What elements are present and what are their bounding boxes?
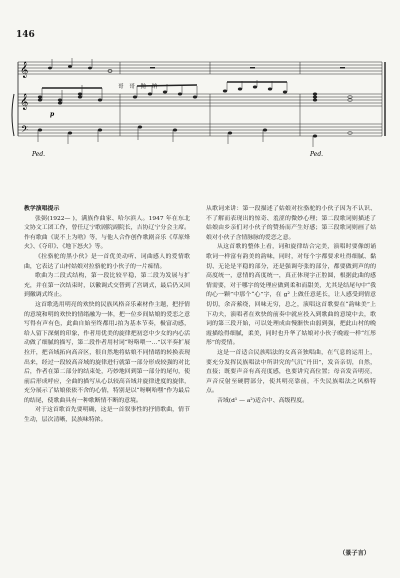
svg-text:Ped.: Ped. <box>32 151 46 158</box>
treble-clef-icon: 𝄞 <box>20 62 29 78</box>
bass-clef-icon: 𝄢 <box>21 124 29 137</box>
staff-piano-treble <box>18 94 382 106</box>
score-lyric: 哥 哥 抛 纳 <box>118 84 160 90</box>
staff-vocal <box>18 62 382 74</box>
music-score <box>10 58 392 164</box>
paragraph-range: 音域(d¹ — a²)适合中、高级程度。 <box>217 397 309 404</box>
author-signature: （景子言） <box>339 550 370 557</box>
treble-clef-icon: 𝄞 <box>20 94 29 110</box>
paragraph-performance: 从这首歌的整体上看，词和旋律结合完美，演唱时要像朗诵歌词一样富有韵美的韵味，同时，对每个字都要求吐得细腻、黏切、无论是平稳的部分，还是强调夸张的部分，都要做到声的的高度统一，意情的高度统一，真正体现字正腔圆，根据此曲的感情需要，对于哪字的处理应做到柔和而甜美，尤其是结尾句中“我的心一颗”中那个“心”字，在 g² 上做任意延长，让人感受到情意切切，余音萦绕，回味无穷，总之，演唱这首歌要在“韵味美”上下功夫，演唱者在欢快的前奏中就应投入到歌曲的意境中去，歌词的第三段开始，可以处理成由慢渐快由弱到强，把此山村的晚霞描绘得细腻，柔美，同时也升华了姑娘对小伙子晚霞一样“红彤彤”的爱情。 <box>206 244 376 347</box>
paragraph-analysis: 这首歌选用明亮的欢快的民族风格音乐素材作主题，把抒情的意境和明的欢快的情绪融为一体，把一位乡间姑娘的爱恋之意写得有声有色，此曲自始至终都用♩拍为基本节奏，极富动感，给人留下深刻的印象，作者用优美的旋律把初恋中少女的内心活动做了细腻的描写，第二段作者用衬词“呀咯喂一…”以平奏扩展拉开，把音域拓向高音区，很自然地将姑娘不同情绪的转换表现出来，经过一段较高音域的旋律进行就第一部分形成较强的对比后，作者在第二部分的结束处，巧妙地回到第一部分的尾句，使前后形成呼应，全曲的描写从心以较高音域并旋律进度的旋律，充分展示了姑娘依依不舍的心情，特别是以“呀啊哈嘿”作为最后的结尾，使歌曲具有一种歌断情不断的意境。 <box>24 301 190 404</box>
paragraph-composer: 张弼(1922— )，满族作曲家、哈尔滨人。1947 年在东北文协文工团工作，曾任辽宁歌剧院副院长，吉协辽宁分会主席。作有歌曲《说不上为啥》等，与他人合作创作歌剧音乐《草原烽火》、《夺印》、《地下怒火》等。 <box>24 215 190 251</box>
section-heading: 教学演唱提示 <box>24 206 60 212</box>
svg-text:Ped.: Ped. <box>310 151 324 158</box>
paragraph-intro: 《拉骆驼的黑小伙》是一首优美动听、词曲感人的爱情歌曲，它表达了山村姑娘对拉骆驼的小伙子的一片痴情。 <box>24 253 190 270</box>
svg-text:p: p <box>50 111 55 118</box>
right-column <box>206 205 376 406</box>
left-column <box>24 205 190 426</box>
paragraph-structure: 歌曲为二段式结构，第一段比较平稳，第二段为发展与扩充，并在第一次结束时，以徽调式交替到了宫调式，最后仍又回到徽调式终止。 <box>24 273 190 299</box>
staff-piano-bass <box>18 124 382 136</box>
paragraph-vocal-technique: 这是一首适合民族唱法的女高音独唱曲，在气息的运用上，要充分发挥民族唱法中所讲究的气沉“丹田”，发音亲切，自然，直接；既要声音有高亮度感，也要讲究高位置；母音发音明亮，声音反射至硬腭部分，使其明亮靠前，不失民族唱法之风格特点。 <box>206 349 376 395</box>
paragraph-narrative: 对于这首歌首先要明确，这是一首叙事性的抒情歌曲，情节生动，层次清晰，民族味特浓。 <box>24 407 190 424</box>
page-number: 146 <box>16 30 35 40</box>
paragraph-lyrics: 从歌词来讲：第一段描述了姑娘对拉骆驼的小伙子因为不认识、不了解而表现出的惊奇、羞涩的微妙心理；第二段歌词则描述了姑娘由乡亲们对小伙子的赞扬而产生好感；第三段歌词则画了姑娘对小伙子含情脉脉的爱恋之意。 <box>206 206 376 241</box>
